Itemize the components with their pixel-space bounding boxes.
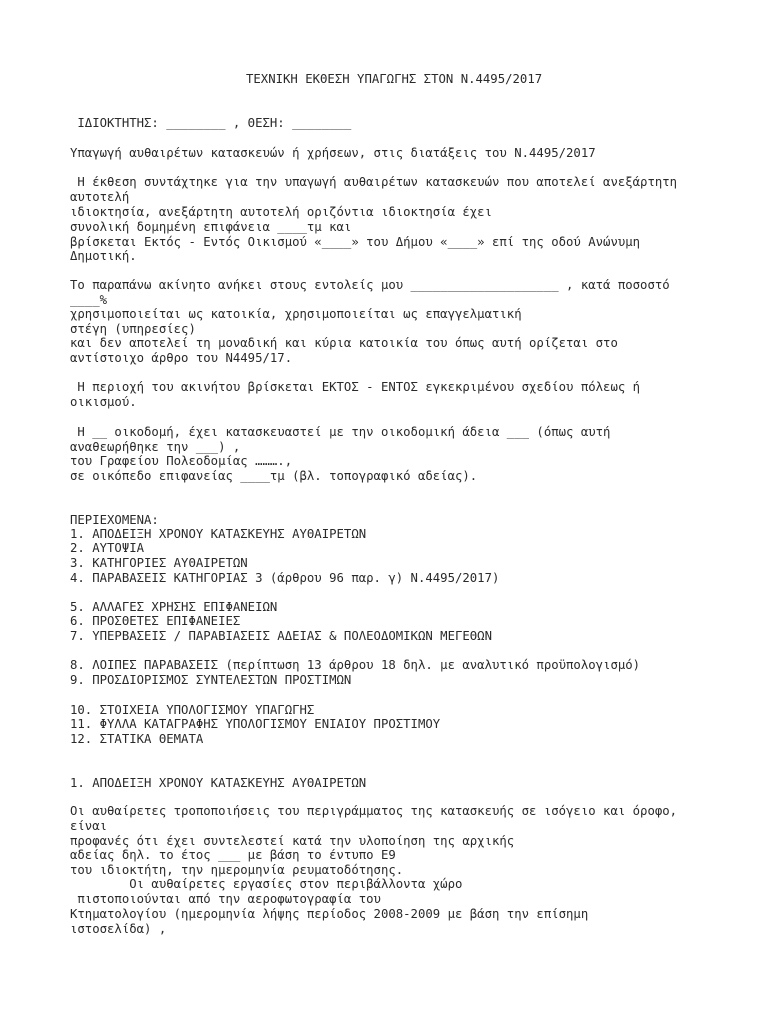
intro-line: συνολική δομημένη επιφάνεια ____τμ και [70, 220, 352, 234]
area-line: Η περιοχή του ακινήτου βρίσκεται ΕΚΤΟΣ - ΕΝΤΟΣ εγκεκριμένου σχεδίου πόλεως ή [70, 380, 641, 394]
area-line: οικισμού. [70, 395, 137, 409]
section-1-line: ιστοσελίδα) , [70, 922, 167, 936]
contents-item: 1. ΑΠΟΔΕΙΞΗ ΧΡΟΝΟΥ ΚΑΤΑΣΚΕΥΗΣ ΑΥΘΑΙΡΕΤΩΝ [70, 527, 367, 541]
contents-item: 7. ΥΠΕΡΒΑΣΕΙΣ / ΠΑΡΑΒΙΑΣΕΙΣ ΑΔΕΙΑΣ & ΠΟΛΕΟΔΟΜΙΚΩΝ ΜΕΓΕΘΩΝ [70, 629, 492, 643]
contents-item: 8. ΛΟΙΠΕΣ ΠΑΡΑΒΑΣΕΙΣ (περίπτωση 13 άρθρου 18 δηλ. με αναλυτικό προϋπολογισμό) [70, 658, 641, 672]
document-title: ΤΕΧΝΙΚΗ ΕΚΘΕΣΗ ΥΠΑΓΩΓΗΣ ΣΤΟΝ Ν.4495/2017 [246, 72, 543, 86]
subject-line: Υπαγωγή αυθαιρέτων κατασκευών ή χρήσεων, στις διατάξεις του Ν.4495/2017 [70, 146, 596, 160]
ownership-line: στέγη (υπηρεσίες) [70, 322, 196, 336]
section-1-heading: 1. ΑΠΟΔΕΙΞΗ ΧΡΟΝΟΥ ΚΑΤΑΣΚΕΥΗΣ ΑΥΘΑΙΡΕΤΩΝ [70, 776, 367, 790]
contents-item: 5. ΑΛΛΑΓΕΣ ΧΡΗΣΗΣ ΕΠΙΦΑΝΕΙΩΝ [70, 600, 278, 614]
section-1-line: Κτηματολογίου (ημερομηνία λήψης περίοδος 2008-2009 με βάση την επίσημη [70, 907, 589, 921]
intro-line: ιδιοκτησία, ανεξάρτητη αυτοτελή οριζόντια ιδιοκτησία έχει [70, 205, 492, 219]
intro-line: βρίσκεται Εκτός - Εντός Οικισμού «____» του Δήμου «____» επί της οδού Ανώνυμη [70, 235, 641, 249]
section-1-line: είναι [70, 819, 108, 833]
ownership-line: αντίστοιχο άρθρο του Ν4495/17. [70, 351, 293, 365]
contents-item: 9. ΠΡΟΣΔΙΟΡΙΣΜΟΣ ΣΥΝΤΕΛΕΣΤΩΝ ΠΡΟΣΤΙΜΩΝ [70, 673, 352, 687]
intro-line: Δημοτική. [70, 249, 137, 263]
section-1-line: Οι αυθαίρετες εργασίες στον περιβάλλοντα χώρο [70, 877, 463, 891]
contents-item: 6. ΠΡΟΣΘΕΤΕΣ ΕΠΙΦΑΝΕΙΕΣ [70, 614, 241, 628]
permit-line: Η __ οικοδομή, έχει κατασκευαστεί με την οικοδομική άδεια ___ (όπως αυτή [70, 425, 611, 439]
contents-item: 11. ΦΥΛΛΑ ΚΑΤΑΓΡΑΦΗΣ ΥΠΟΛΟΓΙΣΜΟΥ ΕΝΙΑΙΟΥ ΠΡΟΣΤΙΜΟΥ [70, 717, 441, 731]
contents-item: 10. ΣΤΟΙΧΕΙΑ ΥΠΟΛΟΓΙΣΜΟΥ ΥΠΑΓΩΓΗΣ [70, 703, 315, 717]
owner-line: ΙΔΙΟΚΤΗΤΗΣ: ________ , ΘΕΣΗ: ________ [70, 116, 352, 130]
section-1-line: πιστοποιούνται από την αεροφωτογραφία του [70, 892, 381, 906]
ownership-line: και δεν αποτελεί τη μοναδική και κύρια κατοικία του όπως αυτή ορίζεται στο [70, 336, 618, 350]
permit-line: του Γραφείου Πολεοδομίας ………., [70, 454, 293, 468]
section-1-line: προφανές ότι έχει συντελεστεί κατά την υλοποίηση της αρχικής [70, 834, 515, 848]
contents-item: 12. ΣΤΑΤΙΚΑ ΘΕΜΑΤΑ [70, 732, 204, 746]
contents-item: 4. ΠΑΡΑΒΑΣΕΙΣ ΚΑΤΗΓΟΡΙΑΣ 3 (άρθρου 96 παρ. γ) Ν.4495/2017) [70, 571, 500, 585]
intro-line: Η έκθεση συντάχτηκε για την υπαγωγή αυθαιρέτων κατασκευών που αποτελεί ανεξάρτητη [70, 175, 678, 189]
contents-heading: ΠΕΡΙΕΧΟΜΕΝΑ: [70, 513, 159, 527]
section-1-line: του ιδιοκτήτη, την ημερομηνία ρευματοδότησης. [70, 863, 404, 877]
permit-line: αναθεωρήθηκε την ___) , [70, 440, 241, 454]
contents-item: 2. ΑΥΤΟΨΙΑ [70, 541, 145, 555]
ownership-line: χρησιμοποιείται ως κατοικία, χρησιμοποιείται ως επαγγελματική [70, 307, 522, 321]
contents-item: 3. ΚΑΤΗΓΟΡΙΕΣ ΑΥΘΑΙΡΕΤΩΝ [70, 556, 248, 570]
section-1-line: Οι αυθαίρετες τροποποιήσεις του περιγράμματος της κατασκευής σε ισόγειο και όροφο, [70, 804, 678, 818]
section-1-line: αδείας δηλ. το έτος ___ με βάση το έντυπο Ε9 [70, 848, 396, 862]
intro-line: αυτοτελή [70, 190, 130, 204]
permit-line: σε οικόπεδο επιφανείας ____τμ (βλ. τοπογραφικό αδείας). [70, 469, 478, 483]
ownership-line: Το παραπάνω ακίνητο ανήκει στους εντολείς μου ____________________ , κατά ποσοστό [70, 278, 670, 292]
ownership-line: ____% [70, 293, 108, 307]
